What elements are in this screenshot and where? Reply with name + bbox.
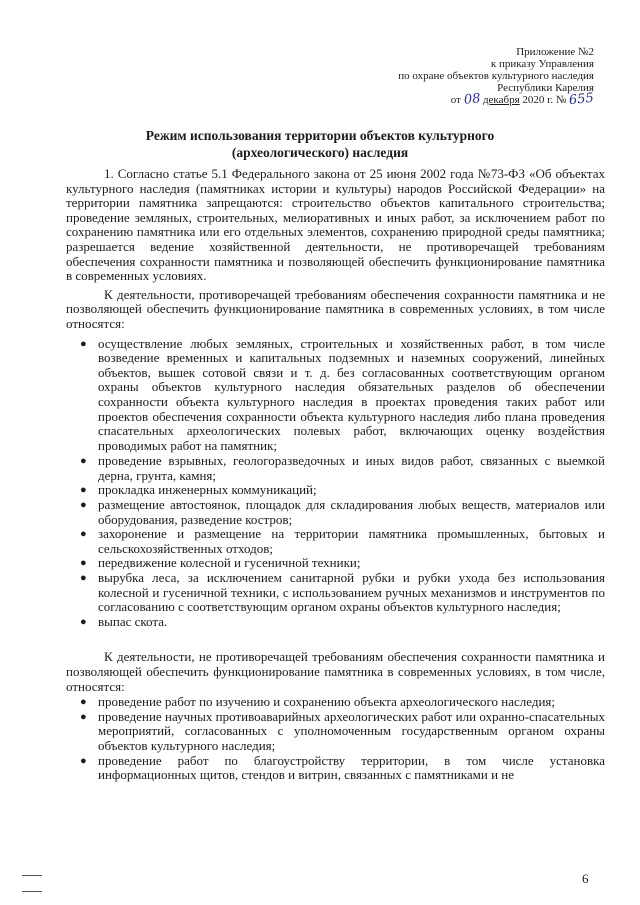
list-item: ● проведение научных противоаварийных археологических работ или охранно-спасательных мероприятий, согласованных с уполномоченным государственным органом охраны объектов культурного наследия; (80, 708, 605, 753)
permitted-activities-list (76, 695, 605, 783)
page-number: 6 (582, 871, 589, 886)
order-year: 2020 г. № (522, 94, 567, 106)
margin-mark (22, 891, 42, 892)
bullet-icon: ● (80, 337, 87, 350)
handwritten-day: 08 (462, 91, 481, 108)
bullet-icon: ● (80, 499, 87, 512)
bullet-icon: ● (80, 696, 87, 709)
order-date-line (398, 90, 595, 109)
appendix-header (398, 46, 595, 109)
list-item: ● захоронение и размещение на территории памятника промышленных, бытовых и сельскохозяйственных отходов; (80, 526, 605, 556)
prohibited-activities-list (76, 337, 605, 630)
handwritten-number: 655 (568, 90, 595, 109)
bullet-icon: ● (80, 754, 87, 767)
bullet-icon: ● (80, 557, 87, 570)
appendix-label: Приложение №2 (516, 46, 594, 58)
document-title: Режим использования территории объектов культурного (археологического) наследия (145, 128, 495, 160)
date-prefix: от (450, 94, 461, 106)
republic-name: Республики Карелия (497, 82, 594, 94)
bullet-icon: ● (80, 572, 87, 585)
margin-mark (22, 875, 42, 876)
order-reference: к приказу Управления (490, 58, 594, 70)
list-item: ● проведение работ по изучению и сохранению объекта археологического наследия; (80, 694, 555, 710)
order-month: декабря (482, 94, 520, 106)
list-item: ● проведение работ по благоустройству территории, в том числе установка информационных щитов, стендов и витрин, связанных с памятниками и не (80, 752, 605, 783)
list-item: ● размещение автостоянок, площадок для складирования любых веществ, материалов или оборудования, разведение костров; (80, 497, 605, 527)
bullet-icon: ● (80, 455, 87, 468)
bullet-icon: ● (80, 484, 87, 497)
paragraph-1: 1. Согласно статье 5.1 Федерального закона от 25 июня 2002 года №73-ФЗ «Об объектах культурного наследия (памятниках истории и культуры) народов Российской Федерации» на территории памятника запрещаются: строительство объектов капитального строительства; проведение земляных, строительных, мелиоративных и иных работ, за исключением работ по сохранению памятника или его отдельных элементов, сохранению природной среды памятника; разрешается ведение хозяйственной деятельности, не противоречащей требованиям обеспечения сохранности памятника и позволяющей обеспечить функционирование памятника в современных условиях. (66, 166, 605, 284)
list-item: ● вырубка леса, за исключением санитарной рубки и рубки ухода без использования колесной и гусеничной техники, с использованием ручных механизмов и инструментов по согласованию с соответствующим органом охраны объектов культурного наследия; (80, 570, 605, 615)
department-name: по охране объектов культурного наследия (398, 70, 594, 82)
bullet-icon: ● (80, 615, 87, 628)
bullet-icon: ● (80, 710, 87, 723)
list-item: ● выпас скота. (80, 613, 168, 629)
list-item: ● осуществление любых земляных, строительных и хозяйственных работ, в том числе возведение временных и капитальных подземных и наземных сооружений, линейных объектов, вышек сотовой связи и т. д. без согласованных соответствующим органом охраны объектов культурного наследия обязательных разделов об обеспечении сохранности объекта культурного наследия в проектах проведения таких работ или проектов обеспечения сохранности объекта культурного наследия либо плана проведения спасательных археологических полевых работ, включающих оценку воздействия проводимых работ на памятник; (80, 335, 605, 453)
bullet-icon: ● (80, 528, 87, 541)
list-item: ● прокладка инженерных коммуникаций; (80, 482, 317, 498)
paragraph-2: К деятельности, противоречащей требованиям обеспечения сохранности памятника и не позволяющей обеспечить функционирование памятника в современных условиях, в том числе относятся: (66, 286, 605, 331)
list-item: ● передвижение колесной и гусеничной техники; (80, 555, 361, 571)
document-body (66, 167, 605, 783)
list-item: ● проведение взрывных, геологоразведочных и иных видов работ, связанных с выемкой дерна, грунта, камня; (80, 453, 605, 483)
paragraph-3: К деятельности, не противоречащей требованиям обеспечения сохранности памятника и позволяющей обеспечить функционирование памятника в современных условиях, в том числе, относятся: (66, 649, 605, 694)
